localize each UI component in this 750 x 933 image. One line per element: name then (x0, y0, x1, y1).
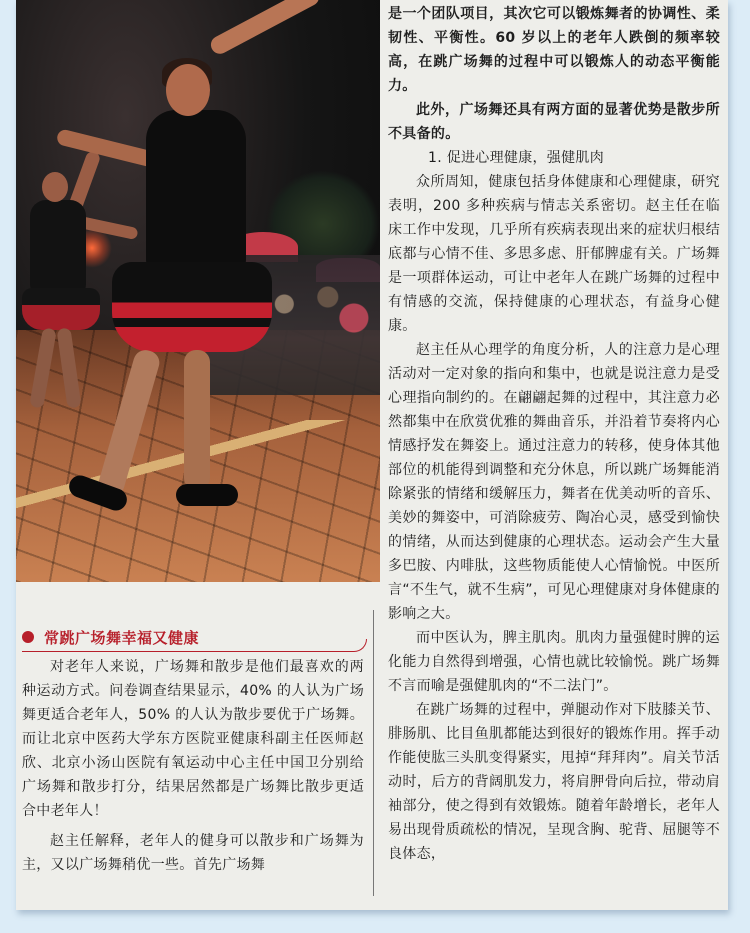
subsection-heading: 1. 促进心理健康，强健肌肉 (428, 150, 605, 166)
left-paragraph-1: 对老年人来说，广场舞和散步是他们最喜欢的两种运动方式。问卷调查结果显示，40% 的人认为广场舞更适合老年人，50% 的人认为散步要优于广场舞。而让北京中医药大学东方医院亚健康科副主任医师赵欣、北京小汤山医院有氧运动中心主任中国卫分别给广场舞和散步打分，结果居然都是广场舞比散步更适合中老年人！ (22, 659, 364, 819)
left-column (22, 655, 364, 877)
dancer-body (146, 110, 246, 270)
dancer-shoe-2 (176, 484, 238, 506)
right-paragraph-4: 众所周知，健康包括身体健康和心理健康，研究表明，200 多种疾病与情志关系密切。赵主任在临床工作中发现，几乎所有疾病表现出来的症状归根结底都与心情不佳、多思多虑、肝郁脾虚有关。广场舞是一项群体运动，可让中老年人在跳广场舞的过程中有情感的交流，保持健康的心理状态，有益身心健康。 (388, 174, 720, 334)
left-paragraph-2: 赵主任解释，老年人的健身可以散步和广场舞为主，又以广场舞稍优一些。首先广场舞 (22, 833, 364, 873)
bg-dancer-head (42, 172, 68, 202)
bg-dancer-body (30, 200, 86, 300)
bullet-dot-icon (22, 631, 34, 643)
right-paragraph-2: 此外，广场舞还具有两方面的显著优势是散步所不具备的。 (388, 102, 720, 142)
dancer-head (166, 64, 210, 116)
right-paragraph-5: 赵主任从心理学的角度分析，人的注意力是心理活动对一定对象的指向和集中，也就是说注意力是受心理指向制约的。在翩翩起舞的过程中，其注意力必然都集中在欣赏优雅的舞曲音乐，并沿着节奏将内心情感抒发在舞姿上。通过注意力的转移，使身体其他部位的机能得到调整和充分休息，所以跳广场舞能消除紧张的情绪和缓解压力，舞者在优美动听的音乐、美妙的舞姿中，可消除疲劳、陶冶心灵，感受到愉快的情绪，从而达到健康的心理状态。运动会产生大量多巴胺、内啡肽，这些物质能使人心情愉悦。中医所言“不生气，就不生病”，可见心理健康对身体健康的影响之大。 (388, 342, 720, 622)
bg-dancer-skirt (22, 288, 100, 330)
right-column (388, 2, 720, 866)
dancer-arm (56, 128, 157, 168)
right-paragraph-7: 在跳广场舞的过程中，弹腿动作对下肢膝关节、腓肠肌、比目鱼肌都能达到很好的锻炼作用。挥手动作能使肱三头肌变得紧实，甩掉“拜拜肉”。肩关节活动时，后方的背阔肌发力，将肩胛骨向后拉，带动肩袖部分，使之得到有效锻炼。随着年龄增长，老年人易出现骨质疏松的情况，呈现含胸、驼背、屈腿等不良体态， (388, 702, 720, 862)
section-heading-text: 常跳广场舞幸福又健康 (44, 628, 200, 647)
dancer-raised-arm (208, 0, 322, 57)
section-heading (22, 624, 366, 650)
square-dance-photo (16, 0, 380, 582)
dancer-leg-2 (184, 350, 210, 490)
dancer-skirt (112, 262, 272, 352)
right-paragraph-6: 而中医认为，脾主肌肉。肌肉力量强健时脾的运化能力自然得到增强，心情也就比较愉悦。跳广场舞不言而喻是强健肌肉的“不二法门”。 (388, 630, 720, 694)
right-paragraph-1: 是一个团队项目，其次它可以锻炼舞者的协调性、柔韧性、平衡性。60 岁以上的老年人跌倒的频率较高，在跳广场舞的过程中可以锻炼人的动态平衡能力。 (388, 6, 720, 94)
column-divider (373, 610, 374, 896)
magazine-page (16, 0, 728, 910)
